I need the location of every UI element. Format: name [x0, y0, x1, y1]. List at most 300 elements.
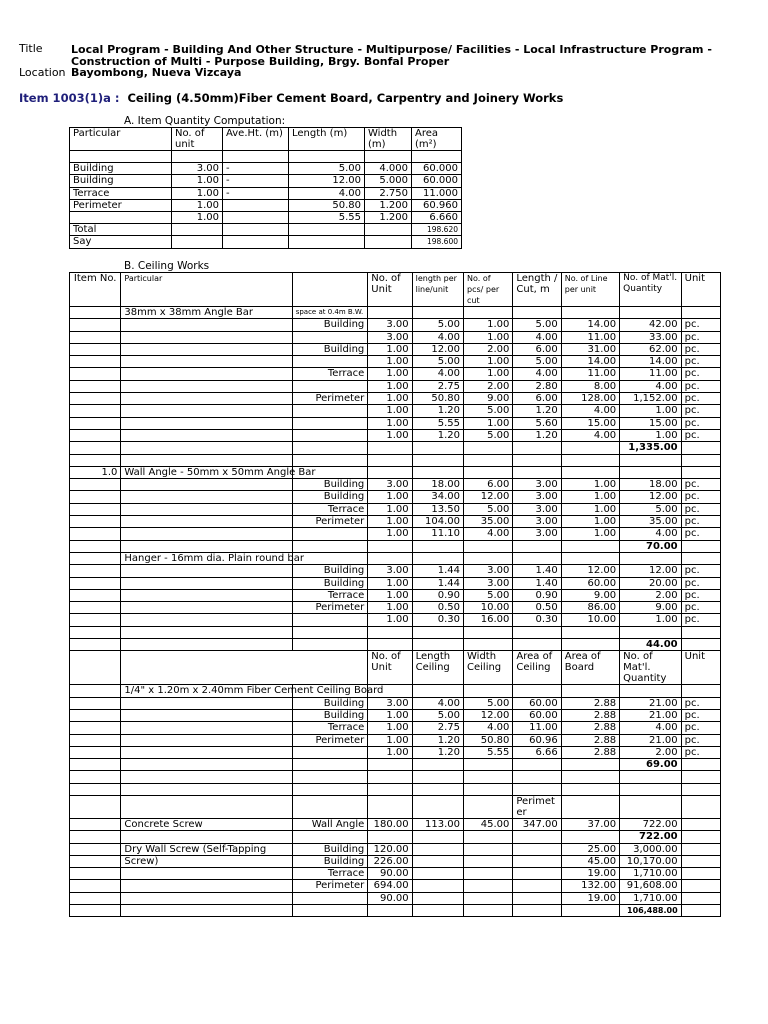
ceiling-row: [70, 356, 721, 368]
ceiling-cell: [368, 759, 412, 771]
ceiling-cell: [513, 771, 561, 783]
ceiling-cell: 0.50: [513, 602, 561, 614]
quantity-cell: 198.620: [412, 224, 462, 236]
ceiling-row: [70, 503, 721, 515]
quantity-cell: -: [223, 163, 289, 175]
ceiling-header-cell: length per line/unit: [412, 273, 463, 307]
ceiling-cell: [412, 880, 463, 892]
ceiling-cell: [70, 356, 121, 368]
ceiling-row: [70, 540, 721, 552]
ceiling-cell: 2.75: [412, 722, 463, 734]
ceiling-cell: [464, 905, 513, 917]
ceiling-cell: [368, 540, 412, 552]
ceiling-cell: 19.00: [561, 868, 619, 880]
ceiling-cell: 5.60: [513, 417, 561, 429]
ceiling-cell: 3.00: [513, 516, 561, 528]
quantity-cell: 5.55: [289, 211, 365, 223]
ceiling-cell: 8.00: [561, 380, 619, 392]
ceiling-cell: [464, 552, 513, 564]
ceiling-cell: 3.00: [513, 528, 561, 540]
ceiling-cell: 1.44: [412, 577, 463, 589]
ceiling-cell: 2.00: [464, 380, 513, 392]
ceiling-cell: 1.00: [368, 503, 412, 515]
ceiling-cell: [464, 454, 513, 466]
quantity-cell: Terrace: [70, 187, 172, 199]
ceiling-cell: 12.00: [561, 565, 619, 577]
ceiling-cell: [70, 491, 121, 503]
ceiling-cell: 19.00: [561, 892, 619, 904]
ceiling-cell: [70, 709, 121, 721]
ceiling-cell: [513, 892, 561, 904]
ceiling-cell: 9.00: [561, 589, 619, 601]
ceiling-cell: 1.20: [412, 734, 463, 746]
ceiling-cell: 106,488.00: [620, 905, 681, 917]
unit-cell: pc.: [681, 393, 720, 405]
unit-cell: pc.: [681, 331, 720, 343]
ceiling-cell: [412, 626, 463, 638]
ceiling-cell: 86.00: [561, 602, 619, 614]
ceiling-cell: 1.40: [513, 577, 561, 589]
ceiling-row: [70, 831, 721, 843]
ceiling-cell: [70, 343, 121, 355]
ceiling-cell: [464, 759, 513, 771]
ceiling-cell: [412, 783, 463, 795]
ceiling-cell: [121, 331, 292, 343]
ceiling-cell: 16.00: [464, 614, 513, 626]
ceiling-cell: 3.00: [368, 331, 412, 343]
ceiling-cell: [681, 905, 720, 917]
ceiling-cell: Perimeter: [292, 602, 368, 614]
quantity-header-cell: No. of unit: [172, 128, 223, 151]
ceiling-cell: Perimeter: [292, 516, 368, 528]
ceiling-cell: [412, 771, 463, 783]
ceiling-cell: 1,152.00: [620, 393, 681, 405]
ceiling-cell: [464, 892, 513, 904]
ceiling-cell: 1.00: [368, 380, 412, 392]
ceiling-cell: [121, 368, 292, 380]
ceiling-cell: [681, 795, 720, 818]
ceiling-cell: 1.20: [513, 429, 561, 441]
quantity-cell: 12.00: [289, 175, 365, 187]
ceiling-cell: 4.00: [620, 722, 681, 734]
quantity-cell: 198.600: [412, 236, 462, 248]
quantity-cell: [412, 151, 462, 163]
section-a-title: A. Item Quantity Computation:: [124, 115, 286, 127]
ceiling-cell: 35.00: [464, 516, 513, 528]
ceiling-cell: [681, 855, 720, 867]
ceiling-cell: [70, 552, 121, 564]
ceiling-cell: 5.00: [412, 709, 463, 721]
ceiling-cell: Terrace: [292, 722, 368, 734]
quantity-cell: 4.000: [365, 163, 412, 175]
ceiling-cell: [368, 795, 412, 818]
ceiling-cell: [121, 516, 292, 528]
ceiling-header-cell: No. of Line per unit: [561, 273, 619, 307]
ceiling-cell: [681, 466, 720, 478]
ceiling-cell: 31.00: [561, 343, 619, 355]
ceiling-cell: [70, 626, 121, 638]
ceiling-cell: 12.00: [620, 565, 681, 577]
ceiling-cell: [464, 795, 513, 818]
ceiling-cell: 722.00: [620, 818, 681, 830]
ceiling-cell: 1.00: [561, 491, 619, 503]
ceiling-cell: [70, 528, 121, 540]
ceiling-cell: 15.00: [561, 417, 619, 429]
unit-cell: pc.: [681, 528, 720, 540]
ceiling-cell: [620, 307, 681, 319]
ceiling-cell: [121, 565, 292, 577]
ceiling-cell: 11.00: [620, 368, 681, 380]
ceiling-cell: [121, 892, 292, 904]
quantity-row: [70, 199, 462, 211]
ceiling-cell: 10.00: [561, 614, 619, 626]
item-code: Item 1003(1)a :: [19, 91, 120, 105]
unit-cell: pc.: [681, 417, 720, 429]
ceiling-cell: [70, 783, 121, 795]
ceiling-row: [70, 722, 721, 734]
ceiling-cell: [292, 614, 368, 626]
ceiling-cell: 25.00: [561, 843, 619, 855]
ceiling-cell: [70, 417, 121, 429]
ceiling-cell: [561, 795, 619, 818]
ceiling-cell: 1.00: [368, 577, 412, 589]
ceiling-cell: [513, 552, 561, 564]
ceiling-cell: [70, 880, 121, 892]
ceiling-cell: [292, 639, 368, 651]
ceiling-cell: 4.00: [561, 405, 619, 417]
ceiling-cell: 1.00: [368, 393, 412, 405]
ceiling-row: [70, 783, 721, 795]
unit-cell: pc.: [681, 589, 720, 601]
ceiling-cell: [681, 843, 720, 855]
ceiling-cell: [70, 516, 121, 528]
ceiling-cell: [513, 759, 561, 771]
unit-cell: pc.: [681, 429, 720, 441]
ceiling-cell: space at 0.4m B.W.: [292, 307, 368, 319]
quantity-cell: 60.000: [412, 163, 462, 175]
ceiling-cell: 69.00: [620, 759, 681, 771]
ceiling-cell: [412, 307, 463, 319]
ceiling-header-cell: Length / Cut, m: [513, 273, 561, 307]
ceiling-cell: [292, 454, 368, 466]
ceiling-cell: [121, 405, 292, 417]
ceiling-cell: 4.00: [513, 368, 561, 380]
location-value: Bayombong, Nueva Vizcaya: [71, 66, 242, 79]
quantity-row: [70, 175, 462, 187]
ceiling-cell: 1.40: [513, 565, 561, 577]
ceiling-cell: [464, 855, 513, 867]
quantity-cell: 1.00: [172, 211, 223, 223]
ceiling-cell: [561, 639, 619, 651]
ceiling-cell: [412, 639, 463, 651]
ceiling-cell: Perimeter: [292, 393, 368, 405]
ceiling-cell: 15.00: [620, 417, 681, 429]
ceiling-cell: 0.90: [513, 589, 561, 601]
quantity-cell: 4.00: [289, 187, 365, 199]
ceiling-row: [70, 795, 721, 818]
ceiling-cell: 70.00: [620, 540, 681, 552]
ceiling-row: [70, 614, 721, 626]
unit-cell: pc.: [681, 709, 720, 721]
ceiling-cell: 5.00: [513, 356, 561, 368]
ceiling-cell: [412, 552, 463, 564]
ceiling-cell: [70, 479, 121, 491]
ceiling-cell: 1.0: [70, 466, 121, 478]
quantity-cell: 6.660: [412, 211, 462, 223]
ceiling-cell: Building: [292, 343, 368, 355]
ceiling-cell: [368, 639, 412, 651]
ceiling-cell: 1.00: [368, 709, 412, 721]
ceiling-cell: [121, 393, 292, 405]
ceiling-cell: [368, 442, 412, 454]
ceiling-row: [70, 818, 721, 830]
ceiling-cell: 1,710.00: [620, 892, 681, 904]
ceiling-cell: 1.00: [368, 734, 412, 746]
ceiling-cell: [464, 466, 513, 478]
ceiling-cell: 1.00: [561, 528, 619, 540]
ceiling-cell: [70, 393, 121, 405]
ceiling-cell: [620, 454, 681, 466]
ceiling-cell: [292, 405, 368, 417]
ceiling-cell: 1.00: [464, 319, 513, 331]
ceiling-cell: 2.80: [513, 380, 561, 392]
ceiling-cell: 38mm x 38mm Angle Bar: [121, 307, 292, 319]
ceiling-cell: Terrace: [292, 589, 368, 601]
ceiling-cell: [681, 818, 720, 830]
ceiling-cell: [561, 759, 619, 771]
ceiling-row: [70, 602, 721, 614]
ceiling-cell: 12.00: [464, 709, 513, 721]
ceiling-cell: 35.00: [620, 516, 681, 528]
ceiling-cell: 3.00: [513, 491, 561, 503]
quantity-cell: 60.000: [412, 175, 462, 187]
ceiling-cell: 1.00: [368, 356, 412, 368]
ceiling-cell: Terrace: [292, 368, 368, 380]
ceiling-cell: 5.55: [464, 746, 513, 758]
ceiling-row: [70, 639, 721, 651]
ceiling-cell: [368, 552, 412, 564]
ceiling-cell: 50.80: [412, 393, 463, 405]
quantity-cell: [223, 236, 289, 248]
ceiling-header-cell: Width Ceiling: [464, 651, 513, 685]
ceiling-row: [70, 843, 721, 855]
ceiling-cell: [464, 880, 513, 892]
ceiling-cell: [292, 626, 368, 638]
ceiling-cell: Building: [292, 843, 368, 855]
ceiling-cell: [70, 818, 121, 830]
unit-cell: pc.: [681, 319, 720, 331]
ceiling-cell: [620, 626, 681, 638]
ceiling-cell: [681, 868, 720, 880]
item-heading: [19, 91, 563, 105]
ceiling-cell: 5.55: [412, 417, 463, 429]
ceiling-cell: 62.00: [620, 343, 681, 355]
ceiling-cell: [70, 722, 121, 734]
ceiling-cell: [121, 905, 292, 917]
ceiling-cell: 2.75: [412, 380, 463, 392]
ceiling-cell: 11.00: [561, 331, 619, 343]
ceiling-cell: 2.00: [464, 343, 513, 355]
ceiling-cell: Wall Angle: [292, 818, 368, 830]
quantity-header-cell: Ave.Ht. (m): [223, 128, 289, 151]
unit-cell: pc.: [681, 405, 720, 417]
quantity-row: [70, 236, 462, 248]
ceiling-cell: [121, 343, 292, 355]
ceiling-header-cell: No. of Unit: [368, 273, 412, 307]
ceiling-cell: [70, 429, 121, 441]
ceiling-row: [70, 442, 721, 454]
ceiling-cell: 2.88: [561, 709, 619, 721]
ceiling-cell: 91,608.00: [620, 880, 681, 892]
ceiling-cell: 21.00: [620, 709, 681, 721]
ceiling-cell: [513, 540, 561, 552]
ceiling-cell: [70, 503, 121, 515]
ceiling-cell: [121, 503, 292, 515]
ceiling-cell: [412, 905, 463, 917]
ceiling-cell: Screw): [121, 855, 292, 867]
ceiling-cell: [620, 552, 681, 564]
ceiling-header-cell: [292, 273, 368, 307]
ceiling-cell: 50.80: [464, 734, 513, 746]
ceiling-row: [70, 343, 721, 355]
ceiling-cell: 10,170.00: [620, 855, 681, 867]
ceiling-cell: [464, 639, 513, 651]
ceiling-cell: 3.00: [513, 503, 561, 515]
ceiling-cell: 1.00: [464, 356, 513, 368]
ceiling-cell: 694.00: [368, 880, 412, 892]
ceiling-row: [70, 880, 721, 892]
ceiling-cell: [681, 639, 720, 651]
ceiling-cell: [70, 892, 121, 904]
ceiling-cell: 5.00: [464, 429, 513, 441]
ceiling-cell: [620, 685, 681, 697]
ceiling-cell: [412, 795, 463, 818]
ceiling-cell: 9.00: [620, 602, 681, 614]
ceiling-cell: [620, 783, 681, 795]
ceiling-row: [70, 516, 721, 528]
ceiling-cell: Hanger - 16mm dia. Plain round bar: [121, 552, 292, 564]
ceiling-cell: [681, 540, 720, 552]
ceiling-cell: 34.00: [412, 491, 463, 503]
unit-cell: pc.: [681, 503, 720, 515]
ceiling-row: [70, 734, 721, 746]
ceiling-cell: [292, 771, 368, 783]
ceiling-cell: 11.00: [513, 722, 561, 734]
ceiling-cell: 2.00: [620, 746, 681, 758]
ceiling-cell: [121, 589, 292, 601]
ceiling-cell: 5.00: [412, 356, 463, 368]
ceiling-cell: 1.00: [368, 722, 412, 734]
ceiling-cell: [292, 892, 368, 904]
ceiling-cell: [70, 602, 121, 614]
ceiling-cell: 4.00: [464, 722, 513, 734]
ceiling-cell: [681, 892, 720, 904]
quantity-cell: 50.80: [289, 199, 365, 211]
ceiling-cell: [412, 868, 463, 880]
ceiling-row: [70, 589, 721, 601]
ceiling-cell: [513, 880, 561, 892]
ceiling-cell: Building: [292, 565, 368, 577]
ceiling-row: [70, 368, 721, 380]
ceiling-cell: 21.00: [620, 697, 681, 709]
ceiling-cell: 3.00: [464, 565, 513, 577]
ceiling-cell: [121, 783, 292, 795]
ceiling-cell: Terrace: [292, 868, 368, 880]
ceiling-cell: 4.00: [620, 528, 681, 540]
ceiling-cell: [464, 843, 513, 855]
ceiling-cell: [70, 405, 121, 417]
ceiling-cell: [70, 771, 121, 783]
ceiling-cell: [121, 602, 292, 614]
ceiling-cell: [513, 626, 561, 638]
ceiling-cell: [681, 454, 720, 466]
ceiling-row: [70, 319, 721, 331]
quantity-cell: [223, 151, 289, 163]
ceiling-cell: [513, 442, 561, 454]
ceiling-cell: Building: [292, 577, 368, 589]
ceiling-cell: [412, 831, 463, 843]
ceiling-cell: 1.00: [620, 405, 681, 417]
quantity-cell: -: [223, 175, 289, 187]
ceiling-cell: [121, 795, 292, 818]
ceiling-cell: [620, 466, 681, 478]
ceiling-cell: 0.30: [412, 614, 463, 626]
ceiling-cell: 4.00: [412, 331, 463, 343]
ceiling-header-cell: No. of pcs/ per cut: [464, 273, 513, 307]
ceiling-cell: [368, 771, 412, 783]
ceiling-cell: 1.00: [368, 589, 412, 601]
ceiling-cell: [70, 442, 121, 454]
ceiling-cell: [70, 331, 121, 343]
ceiling-cell: 722.00: [620, 831, 681, 843]
ceiling-cell: 5.00: [464, 589, 513, 601]
ceiling-cell: [70, 855, 121, 867]
ceiling-cell: 1.00: [368, 491, 412, 503]
ceiling-cell: [368, 783, 412, 795]
ceiling-cell: 1.00: [368, 528, 412, 540]
ceiling-cell: [561, 783, 619, 795]
ceiling-cell: [121, 356, 292, 368]
ceiling-cell: 226.00: [368, 855, 412, 867]
ceiling-header-cell: Length Ceiling: [412, 651, 463, 685]
ceiling-cell: [681, 685, 720, 697]
ceiling-header-cell: Item No.: [70, 273, 121, 307]
ceiling-cell: [561, 626, 619, 638]
ceiling-cell: [412, 442, 463, 454]
ceiling-cell: 3.00: [368, 479, 412, 491]
ceiling-cell: 1.00: [368, 746, 412, 758]
ceiling-header-cell: [70, 651, 121, 685]
ceiling-cell: [368, 466, 412, 478]
ceiling-cell: [121, 709, 292, 721]
ceiling-cell: [70, 795, 121, 818]
ceiling-cell: [681, 307, 720, 319]
ceiling-cell: 1.00: [561, 479, 619, 491]
ceiling-cell: 37.00: [561, 818, 619, 830]
quantity-cell: [365, 236, 412, 248]
ceiling-cell: 1.00: [464, 368, 513, 380]
ceiling-cell: [121, 454, 292, 466]
ceiling-cell: [681, 442, 720, 454]
ceiling-cell: 1.00: [464, 417, 513, 429]
ceiling-cell: [561, 540, 619, 552]
ceiling-cell: 1.20: [412, 429, 463, 441]
ceiling-cell: 4.00: [513, 331, 561, 343]
ceiling-header-cell: No. of Mat'l. Quantity: [620, 273, 681, 307]
ceiling-cell: 128.00: [561, 393, 619, 405]
quantity-cell: 5.00: [289, 163, 365, 175]
ceiling-cell: Dry Wall Screw (Self-Tapping: [121, 843, 292, 855]
